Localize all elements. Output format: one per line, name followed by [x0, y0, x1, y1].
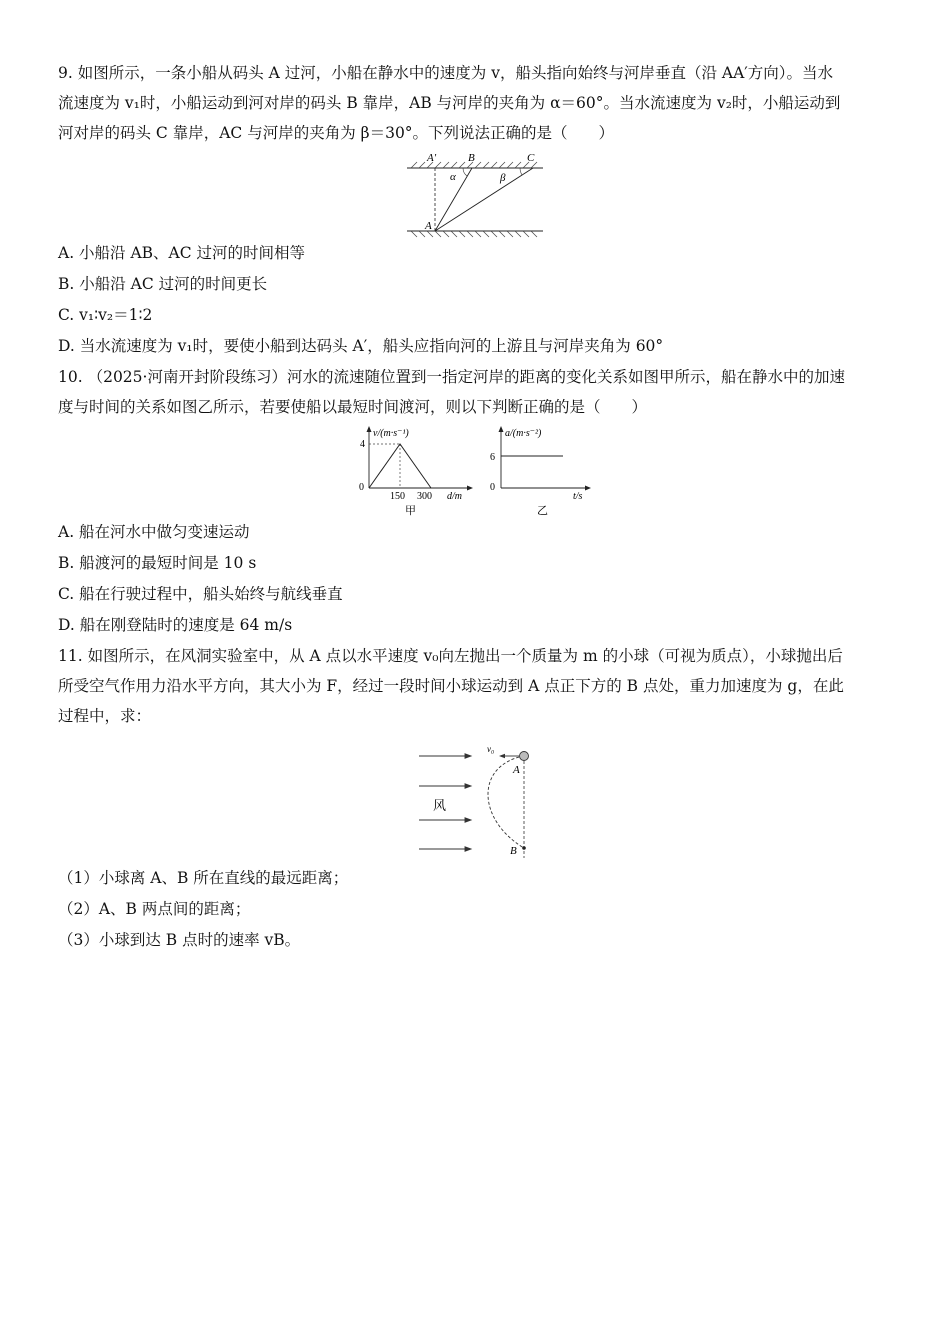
label-alpha: α — [450, 171, 456, 183]
q9-option-d: D. 当水流速度为 v₁时，要使小船到达码头 A′，船头应指向河的上游且与河岸夹角为 60° — [58, 337, 664, 355]
label-A: A — [425, 220, 432, 232]
q9-option-a: A. 小船沿 AB、AC 过河的时间相等 — [58, 244, 306, 262]
label-v0: v₀ — [487, 744, 495, 754]
x-axis-arrow-yi — [585, 486, 591, 491]
q10-stem-line-2: 度与时间的关系如图乙所示，若要使船以最短时间渡河，则以下判断正确的是（ ） — [58, 398, 648, 416]
chart-yi — [485, 422, 595, 518]
xtick-jia-300: 300 — [417, 491, 432, 502]
caption-jia: 甲 — [405, 505, 416, 517]
q10-option-d: D. 船在刚登陆时的速度是 64 m/s — [58, 616, 293, 634]
q11-stem-line-2: 所受空气作用力沿水平方向，其大小为 F，经过一段时间小球运动到 A 点正下方的 B 点处，重力加速度为 g，在此 — [58, 677, 844, 695]
label-C: C — [527, 152, 535, 164]
chart-jia — [355, 422, 480, 518]
xtick-jia-150: 150 — [390, 491, 405, 502]
q9-stem-line-3: 河对岸的码头 C 靠岸，AC 与河岸的夹角为 β＝30°。下列说法正确的是（ ） — [58, 124, 615, 142]
wind-tunnel-diagram — [415, 740, 535, 862]
xlabel-jia: d/m — [447, 491, 462, 502]
ball — [520, 752, 529, 761]
river-crossing-diagram — [405, 150, 545, 240]
label-B: B — [468, 152, 475, 164]
q11-sub-3: （3）小球到达 B 点时的速率 vB。 — [58, 931, 301, 949]
caption-yi: 乙 — [537, 505, 548, 517]
q9-option-c: C. v₁∶v₂＝1∶2 — [58, 306, 153, 324]
xlabel-yi: t/s — [573, 491, 583, 502]
origin-yi: 0 — [490, 482, 495, 493]
label-beta: β — [500, 172, 506, 184]
wind-label: 风 — [433, 798, 447, 813]
q9-option-b: B. 小船沿 AC 过河的时间更长 — [58, 275, 268, 293]
y-axis-arrow-jia — [367, 426, 372, 432]
origin-jia: 0 — [359, 482, 364, 493]
y-axis-arrow-yi — [499, 426, 504, 432]
q11-stem-line-3: 过程中，求： — [58, 707, 152, 725]
q10-option-a: A. 船在河水中做匀变速运动 — [58, 523, 250, 541]
q9-stem-line-2: 流速度为 v₁时，小船运动到河对岸的码头 B 靠岸，AB 与河岸的夹角为 α＝60°。当水流速度为 v₂时，小船运动到 — [58, 94, 841, 112]
q10-stem-line-1: 10. （2025·河南开封阶段练习）河水的流速随位置到一指定河岸的距离的变化关系如图甲所示，船在静水中的加速 — [58, 368, 845, 386]
ytick-yi: 6 — [490, 452, 495, 463]
ylabel-yi: a/(m·s⁻²) — [505, 428, 542, 439]
q10-option-b: B. 船渡河的最短时间是 10 s — [58, 554, 257, 572]
q11-sub-1: （1）小球离 A、B 所在直线的最远距离； — [58, 869, 349, 887]
q10-option-c: C. 船在行驶过程中，船头始终与航线垂直 — [58, 585, 343, 603]
x-axis-arrow-jia — [467, 486, 473, 491]
q11-sub-2: （2）A、B 两点间的距离； — [58, 900, 251, 918]
point-B — [522, 846, 526, 850]
q9-stem-line-1: 9. 如图所示，一条小船从码头 A 过河，小船在静水中的速度为 v，船头指向始终与河岸垂直（沿 AA′方向）。当水 — [58, 64, 834, 82]
q11-stem-line-1: 11. 如图所示，在风洞实验室中，从 A 点以水平速度 v₀向左抛出一个质量为 m 的小球（可视为质点），小球抛出后 — [58, 647, 843, 665]
label-B: B — [510, 845, 517, 857]
label-A-prime: A′ — [427, 152, 437, 164]
ytick-jia: 4 — [360, 439, 365, 450]
label-A: A — [513, 764, 520, 776]
ylabel-jia: v/(m·s⁻¹) — [373, 428, 409, 439]
